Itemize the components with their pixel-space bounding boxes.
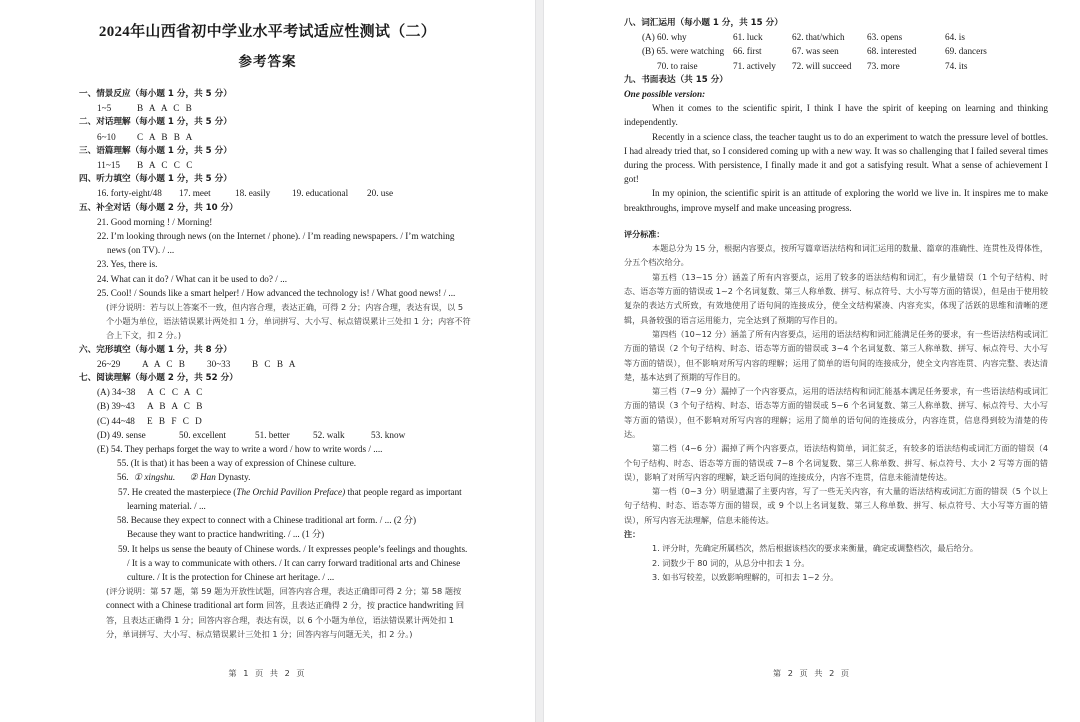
section-4-heading: 四、听力填空（每小题 1 分，共 5 分） xyxy=(79,174,232,185)
answer-25: 25. Cool! / Sounds like a smart helper! / How advanced the technology is! / What good news! / ... xyxy=(97,287,456,298)
criteria-band-5: 第五档（13~15 分）涵盖了所有内容要点，运用了较多的语法结构和词汇，有少量错误（1 个句子结构、时态、语态等方面的错误或 1~2 个名词复数、第三人称单数、拼写、标点符号、大小写等方面的错误），但是由于使用较复杂的表达方式所致，有效地使用了语句间的连接成分，使全文结构紧凑、内容充实，体现了活跃的思维和清晰的逻辑，具备较强的语言运用能力，完全达到了预期的写作目的。 xyxy=(624,271,1048,325)
note-item: 1. 评分时，先确定所属档次，然后根据该档次的要求来衡量，确定或调整档次，最后给分。 xyxy=(652,543,978,554)
answer-22: 22. I’m looking through news (on the Internet / phone). / I’m reading newspapers. / I’m watching news (on TV). / ... xyxy=(97,231,455,256)
sample-essay-label: One possible version: xyxy=(624,89,706,100)
section-5-heading: 五、补全对话（每小题 2 分，共 10 分） xyxy=(79,202,238,213)
section-1-answers: 1~5 B A A C B xyxy=(97,103,194,114)
criteria-band-4: 第四档（10~12 分）涵盖了所有内容要点，运用的语法结构和词汇能满足任务的要求，有一些语法结构或词汇方面的错误（2 个句子结构、时态、语态等方面的错误或 3~4 个名词复数、第三人称单数、拼写、标点符号、大小写等方面的错误），但不影响对所写内容的理解；运用了简单的语句间的连接成分，使全文内容连贯、内容完整、表达清楚，基本达到了预期的写作目的。 xyxy=(624,328,1048,382)
answer-23: 23. Yes, there is. xyxy=(97,259,158,270)
section-7c-answers: (C) 44~48 E B F C D xyxy=(97,415,204,426)
section-9-heading: 九、书面表达（共 15 分） xyxy=(624,74,728,85)
answer-key-page-2 xyxy=(544,0,1080,722)
section-7-scoring-note: (评分说明：第 57 题，第 59 题为开放性试题，回答内容合理，表达正确即可得 2 分；第 58 题按 connect with a Chinese traditional art form 回答，且表达正确得 2 分，按 practice handwriting 回答，且表达正确得 1 分；回答内容合理，表达有误，以 6 个小题为单位，语法错误累计两处扣 1 分，单词拼写、大小写、标点错误累计三处扣 1 分；回答内容与问题无关，扣 2 分。) xyxy=(106,586,465,639)
section-6-heading: 六、完形填空（每小题 1 分，共 8 分） xyxy=(79,344,232,355)
document-subtitle: 参考答案 xyxy=(238,54,297,69)
document-title: 2024年山西省初中学业水平考试适应性测试（二） xyxy=(98,24,437,40)
section-7-heading: 七、阅读理解（每小题 2 分，共 52 分） xyxy=(79,373,238,384)
section-3-heading: 三、语篇理解（每小题 1 分，共 5 分） xyxy=(79,145,232,156)
section-5-scoring-note: (评分说明：若与以上答案不一致，但内容合理，表达正确，可得 2 分；内容合理，表达有误，以 5 个小题为单位，语法错误累计两处扣 1 分，单词拼写、大小写、标点错误累计三处扣 1 分；内容不符合上下文，扣 2 分。) xyxy=(106,302,471,341)
sample-essay xyxy=(624,101,1048,215)
grading-criteria-label: 评分标准： xyxy=(624,228,665,239)
criteria-paragraph: 本题总分为 15 分，根据内容要点，按所写篇章语法结构和词汇运用的数量、篇章的准确性、连贯性及得体性，分五个档次给分。 xyxy=(624,243,1048,268)
section-7b-answers: (B) 39~43 A B A C B xyxy=(97,401,205,412)
answer-21: 21. Good morning ! / Morning! xyxy=(97,216,213,227)
essay-paragraph: Recently in a science class, the teacher taught us to do an experiment to watch the pressure level of bottles. I had already tried that, so I considered coming up with a new way. It was so challenging that I failed several times during the process. With persistence, I finally made it and got a satisfying result. What a sense of achievement I got! xyxy=(624,131,1048,185)
vocab-row-a: (A) 60. why 61. luck 62. that/which 63. opens 64. is xyxy=(642,32,965,43)
answer-58-full: 58. Because they expect to connect with a Chinese traditional art form. / ... (2 分) xyxy=(117,515,417,526)
answer-55: 55. (It is that) it has been a way of expression of Chinese culture. xyxy=(117,458,357,469)
section-1-heading: 一、情景反应（每小题 1 分，共 5 分） xyxy=(79,89,232,99)
answer-24: 24. What can it do? / What can it be used to do? / ... xyxy=(97,273,287,284)
section-8-heading: 八、词汇运用（每小题 1 分，共 15 分） xyxy=(624,18,783,28)
vocab-row-c: 70. to raise 71. actively 72. will succeed 73. more 74. its xyxy=(657,60,968,71)
answer-57: 57. He created the masterpiece (The Orchid Pavilion Preface) that people regard as important learning material. / ... xyxy=(118,486,462,511)
section-2-heading: 二、对话理解（每小题 1 分，共 5 分） xyxy=(79,117,232,128)
vocab-row-b: (B) 65. were watching 66. first 67. was seen 68. interested 69. dancers xyxy=(642,46,987,57)
answer-56: 56. ① xingshu. ② Han Dynasty. xyxy=(117,472,251,483)
section-4-answers: 16. forty-eight/48 17. meet 18. easily 19. educational 20. use xyxy=(97,188,394,199)
answer-59: 59. It helps us sense the beauty of Chinese words. / It expresses people’s feelings and thoughts. / It is a way to communicate with others. / It can carry forward traditional arts and Chinese culture. / It is the protection for Chinese art heritage. / ... xyxy=(118,543,468,582)
section-3-answers: 11~15 B A C C C xyxy=(97,160,195,171)
note-item: 2. 词数少于 80 词的，从总分中扣去 1 分。 xyxy=(652,557,810,568)
page-2-footer: 第 2 页 共 2 页 xyxy=(772,668,852,678)
section-6-answers: 26~29 A A C B 30~33 B C B A xyxy=(97,358,298,369)
section-7d-answers: (D) 49. sense 50. excellent 51. better 52. walk 53. know xyxy=(97,429,406,440)
grading-criteria xyxy=(624,227,1048,584)
notes-label: 注： xyxy=(624,529,641,540)
page-separator xyxy=(535,0,544,722)
answer-58-partial: Because they want to practice handwriting. / ... (1 分) xyxy=(127,529,325,540)
page-2-content xyxy=(624,16,1048,584)
criteria-band-1: 第一档（0~3 分）明显遗漏了主要内容，写了一些无关内容，有大量的语法结构或词汇方面的错误（5 个以上句子结构、时态、语态等方面的错误，或 9 个以上名词复数、第三人称单数、拼写、标点符号、大小写等方面的错误），所写内容无法理解，信息未能传达。 xyxy=(624,486,1048,525)
page-1-content xyxy=(79,87,471,641)
section-2-answers: 6~10 C A B B A xyxy=(97,131,195,142)
answer-key-page-1 xyxy=(0,0,535,722)
section-7a-answers: (A) 34~38 A C C A C xyxy=(97,387,205,398)
answer-54: (E) 54. They perhaps forget the way to write a word / how to write words / .... xyxy=(97,444,383,455)
essay-paragraph: In my opinion, the scientific spirit is an attitude of exploring the world we live in. It inspires me to make breakthroughs, improve myself and make unceasing progress. xyxy=(624,188,1048,213)
page-1-footer: 第 1 页 共 2 页 xyxy=(228,668,307,678)
criteria-band-3: 第三档（7~9 分）漏掉了一个内容要点，运用的语法结构和词汇能基本满足任务要求，有一些语法结构或词汇方面的错误（3 个句子结构、时态、语态等方面的错误或 5~6 个名词复数、第三人称单数、拼写、标点符号、大小写等方面的错误），但不影响对所写内容的理解；运用了简单的语句间的连接成分，内容连贯，信息得到较为清楚的传达。 xyxy=(624,386,1048,439)
note-item: 3. 如书写较差，以致影响理解的，可扣去 1~2 分。 xyxy=(652,571,839,582)
criteria-band-2: 第二档（4~6 分）漏掉了两个内容要点，语法结构简单，词汇贫乏，有较多的语法结构或词汇方面的错误（4 个句子结构、时态、语态等方面的错误或 7~8 个名词复数、第三人称单数、拼写、标点符号、大小 2 写等方面的错误），影响了对所写内容的理解，缺乏语句间的连接成分，内容不连贯，信息未能清楚传达。 xyxy=(624,443,1048,482)
essay-paragraph: When it comes to the scientific spirit, I think I have the spirit of keeping on learning and thinking independently. xyxy=(624,103,1048,128)
